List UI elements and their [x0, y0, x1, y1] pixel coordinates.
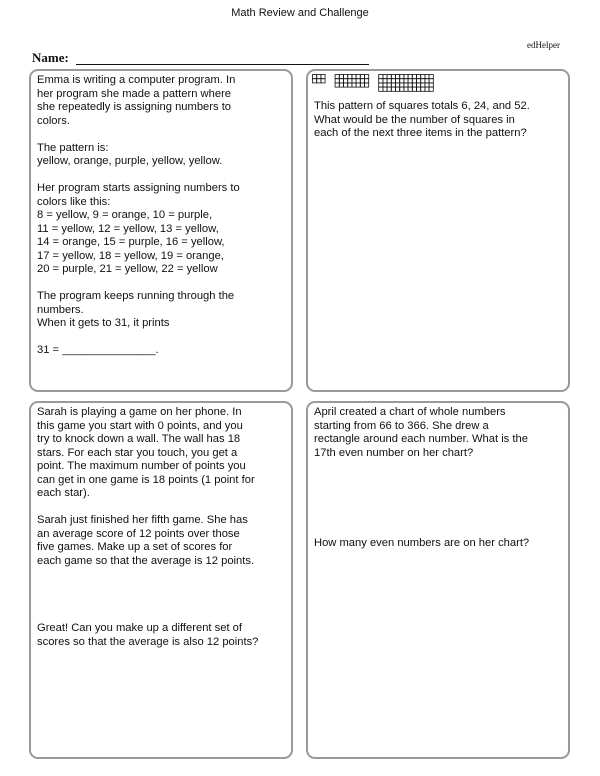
grid-square: [313, 75, 317, 79]
grid-square: [408, 79, 412, 83]
grid-square: [387, 87, 391, 91]
text-line: How many even numbers are on her chart?: [314, 537, 530, 549]
grid-square: [321, 75, 325, 79]
assignment-line: 8 = yellow, 9 = orange, 10 = purple,: [37, 209, 213, 221]
text-line: her program she made a pattern where: [37, 87, 232, 100]
pattern-text: yellow, orange, purple, yellow, yellow.: [37, 155, 223, 167]
text-line: starting from 66 to 366. She drew a: [314, 419, 489, 432]
grid-square: [344, 75, 348, 79]
grid-square: [417, 79, 421, 83]
grid-square: [356, 79, 360, 83]
name-label: Name:: [32, 50, 69, 65]
grid-square: [421, 79, 425, 83]
text-line: this game you start with 0 points, and you: [37, 419, 243, 432]
grid-square: [387, 79, 391, 83]
grid-square: [317, 75, 321, 79]
grid-square: [391, 79, 395, 83]
grid-square: [352, 83, 356, 87]
grid-square: [379, 75, 383, 79]
text-line: When it gets to 31, it prints: [37, 317, 170, 329]
square-pattern-figures: [312, 74, 457, 90]
text-line: April created a chart of whole numbers: [314, 406, 506, 418]
text-line: scores so that the average is also 12 points?: [37, 635, 259, 648]
grid-square: [348, 75, 352, 79]
grid-square: [417, 75, 421, 79]
grid-square: [425, 83, 429, 87]
text-line: colors like this:: [37, 195, 111, 208]
text-line: Sarah just finished her fifth game. She has: [37, 514, 248, 526]
grid-square: [396, 75, 400, 79]
assignment-line: 20 = purple, 21 = yellow, 22 = yellow: [37, 263, 218, 275]
text-line: Emma is writing a computer program. In: [37, 74, 236, 86]
pattern-label: The pattern is:: [37, 141, 109, 154]
grid-square: [429, 79, 433, 83]
grid-square: [396, 79, 400, 83]
text-line: colors.: [37, 114, 70, 127]
grid-square: [429, 87, 433, 91]
assignment-line: 17 = yellow, 18 = yellow, 19 = orange,: [37, 249, 224, 262]
grid-square: [356, 75, 360, 79]
grid-square: [425, 75, 429, 79]
grid-square: [412, 83, 416, 87]
square-grid-3: [379, 75, 434, 92]
grid-square: [404, 87, 408, 91]
grid-square: [391, 75, 395, 79]
grid-square: [412, 79, 416, 83]
problem-text: [37, 74, 286, 358]
text-line: try to knock down a wall. The wall has 18: [37, 433, 241, 445]
grid-square: [396, 83, 400, 87]
grid-square: [396, 87, 400, 91]
grid-square: [404, 75, 408, 79]
grid-square: [400, 87, 404, 91]
text-line: stars. For each star you touch, you get a: [37, 446, 238, 459]
grid-square: [412, 87, 416, 91]
text-line: This pattern of squares totals 6, 24, and 52.: [314, 100, 530, 112]
problem-card-game-average: [29, 401, 293, 759]
grid-square: [404, 79, 408, 83]
grid-square: [379, 79, 383, 83]
square-grid-1: [313, 75, 326, 83]
grid-square: [348, 83, 352, 87]
grid-square: [383, 75, 387, 79]
text-line: point. The maximum number of points you: [37, 460, 246, 472]
grid-square: [313, 79, 317, 83]
assignment-line: 14 = orange, 15 = purple, 16 = yellow,: [37, 236, 225, 248]
grid-square: [425, 87, 429, 91]
grid-square: [335, 75, 339, 79]
grid-square: [421, 75, 425, 79]
grid-square: [339, 79, 343, 83]
text-line: each of the next three items in the pattern?: [314, 127, 527, 139]
grid-square: [400, 75, 404, 79]
grid-square: [379, 87, 383, 91]
grid-square: [429, 75, 433, 79]
text-line: each star).: [37, 487, 90, 499]
text-line: 17th even number on her chart?: [314, 446, 474, 459]
grid-square: [429, 83, 433, 87]
problem-card-even-numbers: [306, 401, 570, 759]
grid-square: [412, 75, 416, 79]
grid-square: [421, 87, 425, 91]
assignment-line: 11 = yellow, 12 = yellow, 13 = yellow,: [37, 222, 219, 235]
grid-square: [379, 83, 383, 87]
grid-square: [365, 83, 369, 87]
grid-square: [400, 79, 404, 83]
text-line: rectangle around each number. What is the: [314, 433, 528, 445]
grid-square: [360, 79, 364, 83]
grid-square: [344, 79, 348, 83]
grid-square: [352, 75, 356, 79]
name-line[interactable]: [76, 64, 369, 65]
grid-square: [365, 79, 369, 83]
grid-square: [404, 83, 408, 87]
grid-square: [339, 83, 343, 87]
problem-text: [37, 406, 286, 649]
grid-square: [391, 87, 395, 91]
text-line: an average score of 12 points over those: [37, 527, 240, 540]
grid-square: [383, 79, 387, 83]
problem-text: [314, 406, 563, 551]
problem-card-color-pattern: [29, 69, 293, 392]
grid-square: [408, 75, 412, 79]
problem-card-square-pattern: [306, 69, 570, 392]
text-line: can get in one game is 18 points (1 point for: [37, 473, 255, 486]
text-line: Great! Can you make up a different set of: [37, 622, 243, 634]
grid-square: [425, 79, 429, 83]
grid-square: [317, 79, 321, 83]
grid-square: [387, 83, 391, 87]
square-grids: [312, 74, 457, 92]
text-line: Her program starts assigning numbers to: [37, 182, 240, 194]
grid-square: [408, 83, 412, 87]
grid-square: [387, 75, 391, 79]
page-title: Math Review and Challenge: [231, 7, 369, 19]
grid-square: [360, 75, 364, 79]
grid-square: [344, 83, 348, 87]
text-line: each game so that the average is 12 points.: [37, 554, 255, 567]
grid-square: [352, 79, 356, 83]
text-line: five games. Make up a set of scores for: [37, 541, 233, 553]
grid-square: [400, 83, 404, 87]
text-line: The program keeps running through the: [37, 290, 235, 302]
grid-square: [365, 75, 369, 79]
grid-square: [391, 83, 395, 87]
grid-square: [421, 83, 425, 87]
grid-square: [417, 83, 421, 87]
text-line: Sarah is playing a game on her phone. In: [37, 406, 242, 418]
grid-square: [356, 83, 360, 87]
grid-square: [417, 87, 421, 91]
grid-square: [339, 75, 343, 79]
grid-square: [335, 79, 339, 83]
grid-square: [383, 83, 387, 87]
text-line: she repeatedly is assigning numbers to: [37, 101, 232, 113]
text-line: numbers.: [37, 303, 84, 316]
square-grid-2: [335, 75, 369, 88]
grid-square: [408, 87, 412, 91]
brand-label: edHelper: [527, 40, 560, 50]
text-line: What would be the number of squares in: [314, 113, 515, 126]
answer-blank[interactable]: 31 = _______________.: [37, 344, 159, 356]
grid-square: [360, 83, 364, 87]
grid-square: [383, 87, 387, 91]
grid-square: [321, 79, 325, 83]
problem-text: [314, 100, 563, 141]
grid-square: [335, 83, 339, 87]
grid-square: [348, 79, 352, 83]
